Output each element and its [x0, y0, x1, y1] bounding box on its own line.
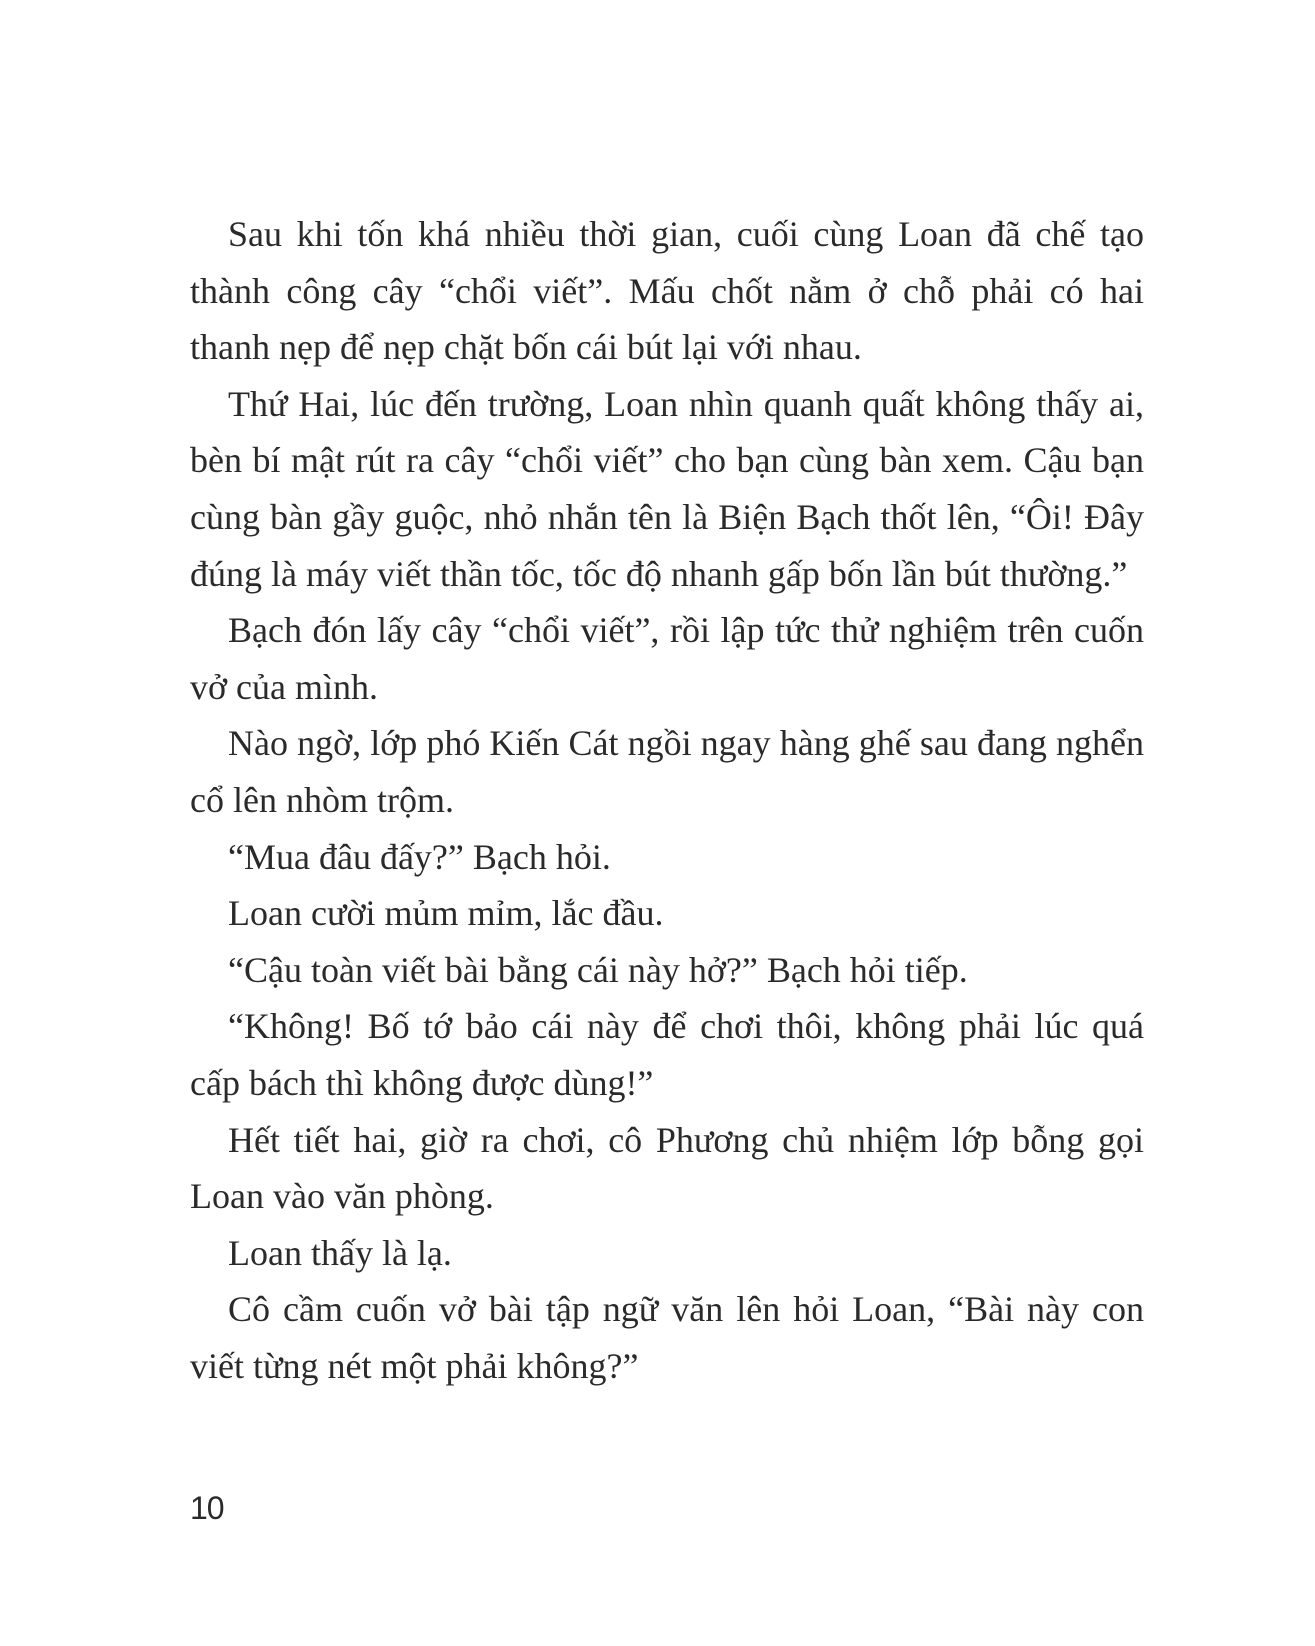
- paragraph: Bạch đón lấy cây “chổi viết”, rồi lập tức thử nghiệm trên cuốn vở của mình.: [190, 610, 1144, 707]
- paragraph: Nào ngờ, lớp phó Kiến Cát ngồi ngay hàng ghế sau đang nghển cổ lên nhòm trộm.: [190, 723, 1144, 820]
- paragraph: Cô cầm cuốn vở bài tập ngữ văn lên hỏi Loan, “Bài này con viết từng nét một phải không?”: [190, 1289, 1144, 1386]
- paragraph: Sau khi tốn khá nhiều thời gian, cuối cùng Loan đã chế tạo thành công cây “chổi viết”. Mấu chốt nằm ở chỗ phải có hai thanh nẹp để nẹp chặt bốn cái bút lại với nhau.: [190, 214, 1144, 368]
- body-text: [190, 206, 1144, 1394]
- paragraph: “Cậu toàn viết bài bằng cái này hở?” Bạch hỏi tiếp.: [228, 949, 968, 990]
- page-number: 10: [190, 1490, 224, 1526]
- paragraph: Thứ Hai, lúc đến trường, Loan nhìn quanh quất không thấy ai, bèn bí mật rút ra cây “chổi viết” cho bạn cùng bàn xem. Cậu bạn cùng bàn gầy guộc, nhỏ nhắn tên là Biện Bạch thốt lên, “Ôi! Đây đúng là máy viết thần tốc, tốc độ nhanh gấp bốn lần bút thường.”: [190, 383, 1144, 594]
- paragraph: Loan thấy là lạ.: [228, 1232, 452, 1273]
- paragraph: Hết tiết hai, giờ ra chơi, cô Phương chủ nhiệm lớp bỗng gọi Loan vào văn phòng.: [190, 1119, 1144, 1217]
- paragraph: “Mua đâu đấy?” Bạch hỏi.: [228, 836, 611, 877]
- paragraph: Loan cười mủm mỉm, lắc đầu.: [228, 893, 664, 934]
- paragraph: “Không! Bố tớ bảo cái này để chơi thôi, không phải lúc quá cấp bách thì không được dùng!”: [190, 1006, 1144, 1103]
